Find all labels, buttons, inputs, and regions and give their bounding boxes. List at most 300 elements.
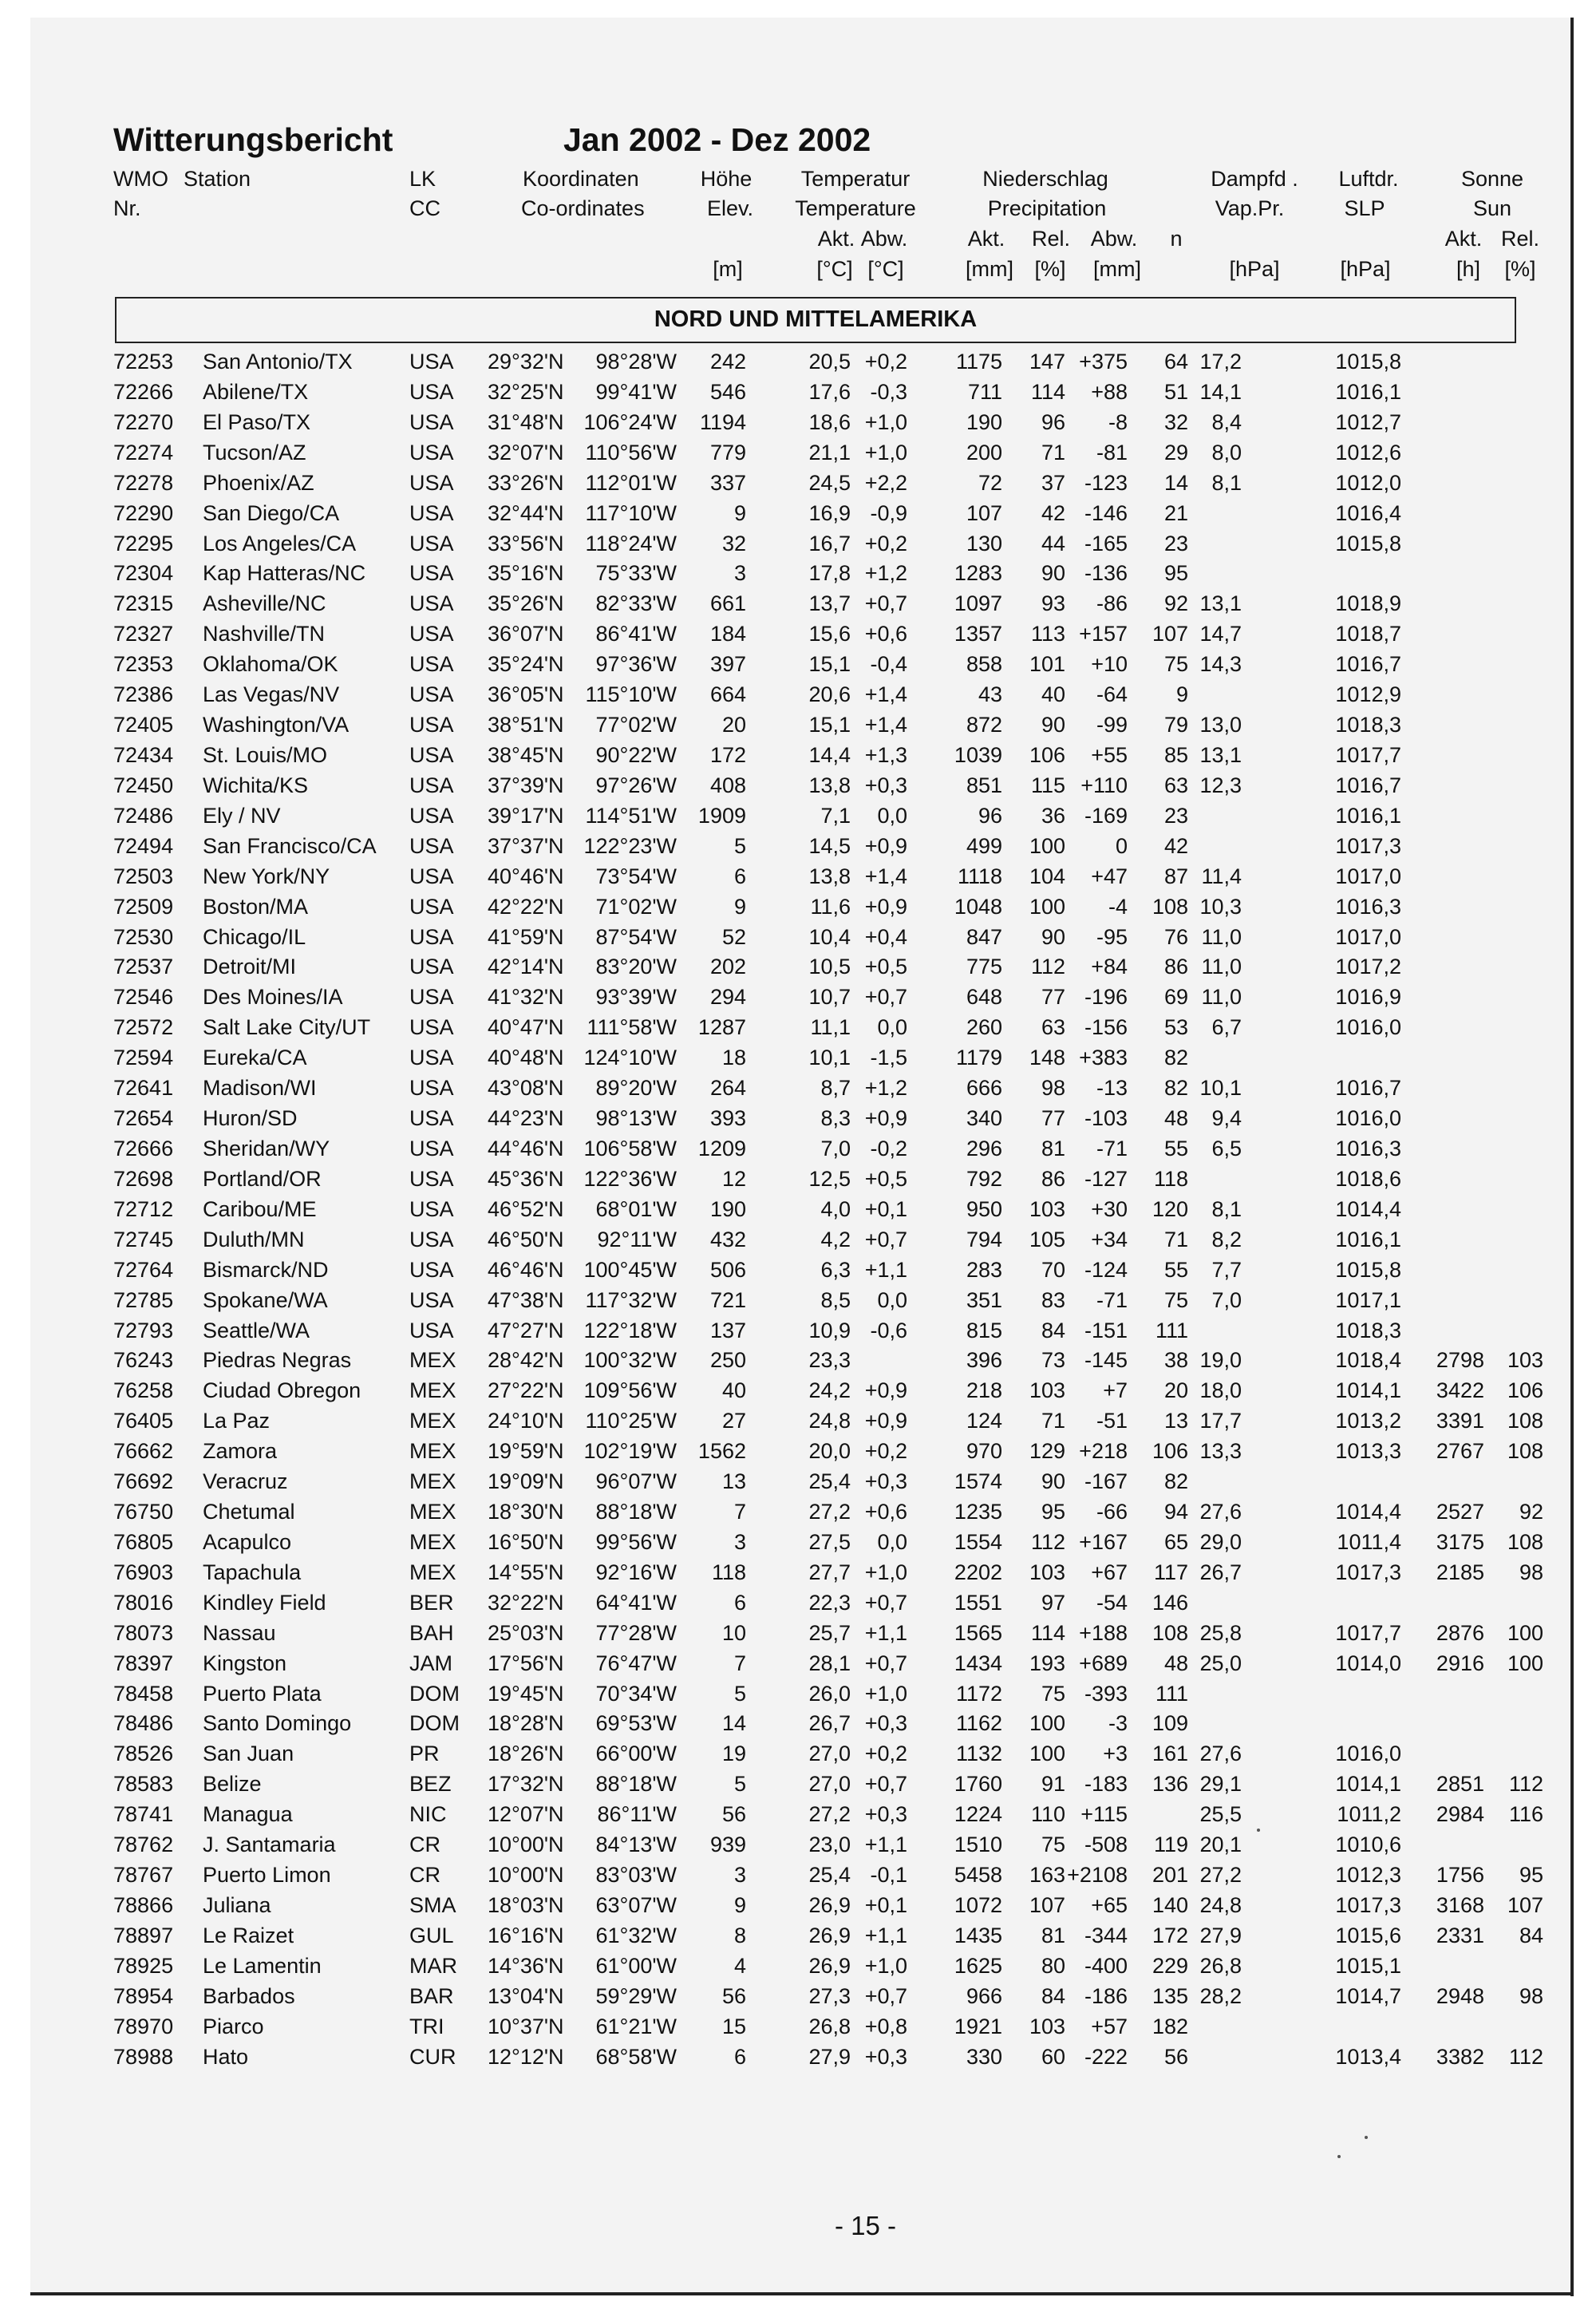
cell-precip-rel: 107 xyxy=(1029,1893,1065,1918)
header-precip-akt: Akt. xyxy=(967,227,1005,251)
cell-country: PR xyxy=(409,1742,440,1766)
cell-sea-level-pressure: 1016,4 xyxy=(1335,500,1401,525)
cell-country: USA xyxy=(409,1318,454,1342)
cell-precip-rel: 148 xyxy=(1029,1046,1065,1070)
cell-latitude: 33°56'N xyxy=(488,531,564,556)
cell-wmo: 72278 xyxy=(113,470,174,495)
cell-station: Nassau xyxy=(203,1620,276,1645)
unit-precip-akt: [mm] xyxy=(966,257,1013,281)
cell-station: Des Moines/IA xyxy=(203,985,343,1010)
table-row xyxy=(0,1527,1596,1557)
cell-precip-deviation: +110 xyxy=(1080,773,1128,797)
cell-precip-deviation: -145 xyxy=(1084,1348,1128,1373)
cell-country: USA xyxy=(409,531,454,556)
cell-latitude: 18°03'N xyxy=(488,1893,564,1918)
cell-temp: 10,9 xyxy=(808,1318,851,1342)
cell-temp-deviation: -0,4 xyxy=(870,652,907,677)
cell-station: El Paso/TX xyxy=(203,409,311,434)
cell-country: GUL xyxy=(409,1923,454,1947)
cell-vapor-pressure: 9,4 xyxy=(1211,1106,1242,1131)
cell-precip-days: 79 xyxy=(1163,713,1188,737)
cell-temp-deviation: -0,1 xyxy=(870,1863,907,1888)
cell-precip-rel: 100 xyxy=(1029,1742,1065,1766)
cell-wmo: 72434 xyxy=(113,742,174,767)
cell-wmo: 72386 xyxy=(113,682,174,707)
cell-precip-days: 48 xyxy=(1163,1106,1188,1131)
cell-vapor-pressure: 29,1 xyxy=(1199,1772,1242,1797)
cell-country: TRI xyxy=(409,2014,444,2038)
cell-elevation: 337 xyxy=(709,470,746,495)
cell-sea-level-pressure: 1013,3 xyxy=(1335,1439,1401,1464)
table-row xyxy=(0,377,1596,407)
cell-sea-level-pressure: 1012,3 xyxy=(1335,1863,1401,1888)
cell-station: Santo Domingo xyxy=(203,1711,352,1736)
header-station: Station xyxy=(184,167,251,191)
cell-sun-percent: 108 xyxy=(1507,1439,1543,1464)
cell-station: New York/NY xyxy=(203,864,330,888)
cell-country: USA xyxy=(409,1166,454,1191)
cell-temp-deviation: -1,5 xyxy=(870,1046,907,1070)
cell-wmo: 76692 xyxy=(113,1469,174,1494)
cell-temp-deviation: +0,7 xyxy=(864,1227,907,1251)
cell-vapor-pressure: 25,0 xyxy=(1199,1651,1242,1675)
cell-precip-rel: 63 xyxy=(1041,1015,1065,1040)
cell-sea-level-pressure: 1018,3 xyxy=(1335,713,1401,737)
cell-temp: 13,8 xyxy=(808,864,851,888)
cell-sea-level-pressure: 1012,7 xyxy=(1335,409,1401,434)
unit-temp-abw: [°C] xyxy=(867,257,904,281)
cell-wmo: 72494 xyxy=(113,833,174,858)
cell-wmo: 76258 xyxy=(113,1378,174,1403)
cell-longitude: 122°23'W xyxy=(583,833,677,858)
cell-wmo: 78458 xyxy=(113,1681,174,1706)
cell-precip: 43 xyxy=(978,682,1002,707)
cell-precip-days: 161 xyxy=(1152,1742,1188,1766)
cell-vapor-pressure: 8,1 xyxy=(1211,470,1242,495)
cell-wmo: 72546 xyxy=(113,985,174,1010)
header-niederschlag: Niederschlag xyxy=(982,167,1108,191)
cell-longitude: 97°36'W xyxy=(595,652,677,677)
cell-wmo: 78526 xyxy=(113,1742,174,1766)
cell-precip: 1574 xyxy=(954,1469,1002,1494)
cell-station: Nashville/TN xyxy=(203,622,326,646)
cell-latitude: 14°36'N xyxy=(488,1953,564,1978)
cell-precip: 1283 xyxy=(954,561,1002,586)
cell-sea-level-pressure: 1013,4 xyxy=(1335,2044,1401,2069)
cell-precip: 1172 xyxy=(955,1681,1002,1706)
cell-elevation: 5 xyxy=(733,833,746,858)
cell-longitude: 89°20'W xyxy=(595,1076,677,1101)
cell-sea-level-pressure: 1016,7 xyxy=(1335,1076,1401,1101)
cell-longitude: 97°26'W xyxy=(595,773,677,797)
cell-precip-rel: 37 xyxy=(1041,470,1065,495)
cell-temp-deviation: 0,0 xyxy=(877,1529,907,1554)
cell-elevation: 6 xyxy=(733,1590,746,1615)
cell-latitude: 47°27'N xyxy=(488,1318,564,1342)
cell-precip: 1048 xyxy=(954,894,1002,919)
cell-elevation: 5 xyxy=(733,1772,746,1797)
cell-precip-deviation: -196 xyxy=(1084,985,1128,1010)
table-row xyxy=(0,468,1596,498)
cell-precip-rel: 106 xyxy=(1029,742,1065,767)
cell-vapor-pressure: 6,5 xyxy=(1211,1136,1242,1160)
cell-precip-deviation: +3 xyxy=(1103,1742,1128,1766)
table-row xyxy=(0,558,1596,588)
cell-precip-days: 85 xyxy=(1163,742,1188,767)
cell-precip-deviation: -66 xyxy=(1096,1500,1128,1524)
cell-elevation: 250 xyxy=(709,1348,746,1373)
table-row xyxy=(0,1678,1596,1709)
cell-precip: 970 xyxy=(966,1439,1002,1464)
cell-longitude: 82°33'W xyxy=(595,591,677,616)
cell-precip: 872 xyxy=(966,713,1002,737)
cell-station: Detroit/MI xyxy=(203,955,297,979)
cell-country: MEX xyxy=(409,1500,456,1524)
cell-latitude: 36°07'N xyxy=(488,622,564,646)
header-precip-abw: Abw. xyxy=(1090,227,1138,251)
table-row xyxy=(0,1799,1596,1829)
cell-sea-level-pressure: 1011,2 xyxy=(1337,1802,1401,1827)
cell-precip-rel: 84 xyxy=(1041,1983,1065,2008)
cell-sea-level-pressure: 1017,0 xyxy=(1335,924,1401,949)
cell-precip-deviation: -124 xyxy=(1084,1257,1128,1282)
cell-precip-rel: 112 xyxy=(1030,1529,1065,1554)
cell-precip-days: 92 xyxy=(1163,591,1188,616)
cell-precip-rel: 81 xyxy=(1041,1923,1065,1947)
cell-precip-deviation: +7 xyxy=(1103,1378,1128,1403)
cell-elevation: 1194 xyxy=(699,409,746,434)
cell-wmo: 72530 xyxy=(113,924,174,949)
cell-country: USA xyxy=(409,470,454,495)
cell-sea-level-pressure: 1017,0 xyxy=(1335,864,1401,888)
cell-precip-deviation: +65 xyxy=(1091,1893,1128,1918)
table-row xyxy=(0,1133,1596,1164)
cell-precip-deviation: -86 xyxy=(1096,591,1128,616)
cell-elevation: 190 xyxy=(709,1196,746,1221)
table-row xyxy=(0,2042,1596,2072)
cell-country: USA xyxy=(409,833,454,858)
cell-longitude: 73°54'W xyxy=(595,864,677,888)
cell-vapor-pressure: 11,0 xyxy=(1201,955,1242,979)
cell-wmo: 78970 xyxy=(113,2014,174,2038)
unit-sun-hours: [h] xyxy=(1456,257,1481,281)
cell-longitude: 86°11'W xyxy=(597,1802,677,1827)
cell-elevation: 408 xyxy=(709,773,746,797)
cell-precip: 200 xyxy=(966,440,1002,465)
cell-vapor-pressure: 17,7 xyxy=(1199,1409,1242,1433)
cell-latitude: 40°47'N xyxy=(488,1015,564,1040)
cell-latitude: 27°22'N xyxy=(488,1378,564,1403)
table-row xyxy=(0,831,1596,861)
cell-temp: 27,9 xyxy=(808,2044,851,2069)
cell-precip-deviation: -103 xyxy=(1084,1106,1128,1131)
cell-elevation: 1209 xyxy=(697,1136,746,1160)
cell-precip-days: 107 xyxy=(1152,622,1188,646)
cell-station: Ciudad Obregon xyxy=(203,1378,361,1403)
cell-elevation: 6 xyxy=(733,2044,746,2069)
cell-elevation: 294 xyxy=(709,985,746,1010)
cell-precip-deviation: +689 xyxy=(1079,1651,1128,1675)
cell-latitude: 35°16'N xyxy=(488,561,564,586)
cell-latitude: 36°05'N xyxy=(488,682,564,707)
table-row xyxy=(0,1981,1596,2011)
cell-temp-deviation: -0,3 xyxy=(870,379,907,404)
cell-latitude: 31°48'N xyxy=(488,409,564,434)
cell-longitude: 61°32'W xyxy=(595,1923,677,1947)
station-table xyxy=(0,346,1596,2072)
cell-station: Bismarck/ND xyxy=(203,1257,329,1282)
cell-wmo: 76903 xyxy=(113,1560,174,1584)
cell-temp: 25,4 xyxy=(808,1469,851,1494)
cell-vapor-pressure: 27,6 xyxy=(1199,1500,1242,1524)
cell-precip: 107 xyxy=(966,500,1002,525)
cell-precip-rel: 115 xyxy=(1030,773,1065,797)
cell-temp-deviation: +0,8 xyxy=(864,2014,907,2038)
cell-vapor-pressure: 6,7 xyxy=(1211,1015,1242,1040)
cell-precip-rel: 42 xyxy=(1041,500,1065,525)
cell-latitude: 40°48'N xyxy=(488,1046,564,1070)
cell-precip-rel: 90 xyxy=(1041,561,1065,586)
cell-wmo: 72712 xyxy=(113,1196,174,1221)
header-dampfdruck: Dampfd . xyxy=(1211,167,1298,191)
cell-station: Juliana xyxy=(203,1893,271,1918)
cell-precip-deviation: -3 xyxy=(1108,1711,1128,1736)
cell-station: Salt Lake City/UT xyxy=(203,1015,371,1040)
cell-longitude: 68°01'W xyxy=(595,1196,677,1221)
cell-elevation: 661 xyxy=(709,591,746,616)
cell-vapor-pressure: 11,0 xyxy=(1201,985,1242,1010)
cell-precip: 96 xyxy=(978,803,1002,828)
cell-temp: 27,5 xyxy=(808,1529,851,1554)
cell-latitude: 14°55'N xyxy=(488,1560,564,1584)
table-row xyxy=(0,649,1596,679)
cell-latitude: 32°22'N xyxy=(488,1590,564,1615)
header-wmo: WMO xyxy=(113,167,168,191)
cell-wmo: 76662 xyxy=(113,1439,174,1464)
cell-temp-deviation: +0,4 xyxy=(864,924,907,949)
cell-sun-hours: 2851 xyxy=(1436,1772,1484,1797)
cell-temp: 14,4 xyxy=(808,742,851,767)
cell-longitude: 61°00'W xyxy=(595,1953,677,1978)
cell-vapor-pressure: 27,9 xyxy=(1199,1923,1242,1947)
cell-temp: 11,1 xyxy=(810,1015,851,1040)
cell-precip-days: 48 xyxy=(1163,1651,1188,1675)
cell-wmo: 78762 xyxy=(113,1833,174,1857)
cell-latitude: 44°23'N xyxy=(488,1106,564,1131)
cell-latitude: 29°32'N xyxy=(488,350,564,374)
cell-precip-deviation: -81 xyxy=(1096,440,1128,465)
cell-precip-rel: 97 xyxy=(1041,1590,1065,1615)
cell-country: USA xyxy=(409,1287,454,1312)
cell-temp: 20,5 xyxy=(808,350,851,374)
cell-station: Veracruz xyxy=(203,1469,288,1494)
cell-wmo: 72270 xyxy=(113,409,174,434)
cell-wmo: 78954 xyxy=(113,1983,174,2008)
cell-precip-days: 108 xyxy=(1152,894,1188,919)
region-banner xyxy=(115,297,1516,343)
cell-precip-deviation: -95 xyxy=(1096,924,1128,949)
cell-sea-level-pressure: 1017,7 xyxy=(1335,1620,1401,1645)
cell-precip: 72 xyxy=(978,470,1002,495)
cell-latitude: 18°26'N xyxy=(488,1742,564,1766)
cell-precip-rel: 70 xyxy=(1041,1257,1065,1282)
cell-wmo: 72327 xyxy=(113,622,174,646)
cell-precip-days: 23 xyxy=(1163,531,1188,556)
cell-temp: 27,2 xyxy=(808,1802,851,1827)
cell-wmo: 72537 xyxy=(113,955,174,979)
cell-wmo: 72503 xyxy=(113,864,174,888)
cell-elevation: 6 xyxy=(733,864,746,888)
header-koordinaten: Koordinaten xyxy=(523,167,639,191)
cell-temp: 7,1 xyxy=(820,803,851,828)
header-luftdruck: Luftdr. xyxy=(1338,167,1399,191)
cell-elevation: 56 xyxy=(721,1802,746,1827)
header-temperature: Temperature xyxy=(795,196,916,220)
cell-station: Barbados xyxy=(203,1983,295,2008)
cell-precip-days: 86 xyxy=(1163,955,1188,979)
cell-temp: 17,8 xyxy=(808,561,851,586)
cell-longitude: 112°01'W xyxy=(585,470,677,495)
cell-precip: 218 xyxy=(966,1378,1002,1403)
cell-wmo: 78767 xyxy=(113,1863,174,1888)
table-row xyxy=(0,1345,1596,1375)
cell-precip-rel: 83 xyxy=(1041,1287,1065,1312)
table-row xyxy=(0,1194,1596,1224)
cell-precip-days: 108 xyxy=(1152,1620,1188,1645)
cell-precip-days: 51 xyxy=(1163,379,1188,404)
cell-station: Huron/SD xyxy=(203,1106,298,1131)
cell-temp-deviation: +1,1 xyxy=(864,1620,907,1645)
cell-station: Asheville/NC xyxy=(203,591,326,616)
cell-precip-days: 13 xyxy=(1163,1409,1188,1433)
cell-sun-hours: 2984 xyxy=(1436,1802,1484,1827)
cell-wmo: 72594 xyxy=(113,1046,174,1070)
cell-vapor-pressure: 26,8 xyxy=(1199,1953,1242,1978)
cell-country: USA xyxy=(409,500,454,525)
cell-precip: 190 xyxy=(966,409,1002,434)
cell-sun-percent: 98 xyxy=(1519,1560,1543,1584)
cell-precip-days: 9 xyxy=(1175,682,1188,707)
cell-sea-level-pressure: 1016,7 xyxy=(1335,773,1401,797)
cell-temp-deviation: +1,0 xyxy=(864,440,907,465)
cell-precip-days: 201 xyxy=(1152,1863,1188,1888)
cell-elevation: 3 xyxy=(733,561,746,586)
table-row xyxy=(0,982,1596,1012)
cell-precip-days: 55 xyxy=(1163,1257,1188,1282)
cell-temp: 26,9 xyxy=(808,1953,851,1978)
table-row xyxy=(0,1042,1596,1073)
cell-elevation: 779 xyxy=(709,440,746,465)
cell-vapor-pressure: 29,0 xyxy=(1199,1529,1242,1554)
cell-temp-deviation: +1,0 xyxy=(864,1560,907,1584)
cell-precip-rel: 91 xyxy=(1041,1772,1065,1797)
cell-longitude: 124°10'W xyxy=(583,1046,677,1070)
cell-sun-percent: 103 xyxy=(1507,1348,1543,1373)
cell-wmo: 78016 xyxy=(113,1590,174,1615)
cell-elevation: 9 xyxy=(733,500,746,525)
cell-sea-level-pressure: 1012,0 xyxy=(1335,470,1401,495)
cell-precip-deviation: -186 xyxy=(1084,1983,1128,2008)
cell-longitude: 106°24'W xyxy=(583,409,677,434)
cell-precip: 130 xyxy=(966,531,1002,556)
cell-temp-deviation: +0,3 xyxy=(864,1711,907,1736)
cell-country: USA xyxy=(409,1076,454,1101)
cell-wmo: 76750 xyxy=(113,1500,174,1524)
cell-precip-rel: 71 xyxy=(1041,1409,1065,1433)
cell-precip-rel: 90 xyxy=(1041,713,1065,737)
cell-precip: 1760 xyxy=(954,1772,1002,1797)
cell-temp-deviation: +0,9 xyxy=(864,1106,907,1131)
cell-temp: 22,3 xyxy=(808,1590,851,1615)
cell-wmo: 72641 xyxy=(113,1076,174,1101)
cell-station: Tapachula xyxy=(203,1560,302,1584)
cell-precip: 124 xyxy=(966,1409,1002,1433)
header-hoehe: Höhe xyxy=(700,167,753,191)
header-sun-akt: Akt. xyxy=(1444,227,1483,251)
cell-precip: 260 xyxy=(966,1015,1002,1040)
cell-elevation: 506 xyxy=(709,1257,746,1282)
cell-longitude: 83°20'W xyxy=(595,955,677,979)
table-row xyxy=(0,1648,1596,1678)
cell-sea-level-pressure: 1012,9 xyxy=(1335,682,1401,707)
cell-precip: 794 xyxy=(966,1227,1002,1251)
cell-vapor-pressure: 17,2 xyxy=(1199,350,1242,374)
cell-longitude: 64°41'W xyxy=(595,1590,677,1615)
cell-latitude: 35°26'N xyxy=(488,591,564,616)
cell-country: SMA xyxy=(409,1893,456,1918)
cell-sun-hours: 2527 xyxy=(1436,1500,1484,1524)
cell-temp-deviation: +1,0 xyxy=(864,1953,907,1978)
cell-temp-deviation: +0,1 xyxy=(864,1893,907,1918)
cell-wmo: 76243 xyxy=(113,1348,174,1373)
cell-temp: 14,5 xyxy=(808,833,851,858)
cell-longitude: 88°18'W xyxy=(595,1772,677,1797)
cell-precip-deviation: +218 xyxy=(1079,1439,1128,1464)
cell-latitude: 47°38'N xyxy=(488,1287,564,1312)
region-title: NORD UND MITTELAMERIKA xyxy=(654,306,978,332)
cell-precip: 1510 xyxy=(954,1833,1002,1857)
cell-temp-deviation: -0,2 xyxy=(870,1136,907,1160)
cell-longitude: 111°58'W xyxy=(587,1015,677,1040)
table-row xyxy=(0,1708,1596,1738)
cell-sun-hours: 2767 xyxy=(1436,1439,1484,1464)
cell-country: USA xyxy=(409,803,454,828)
cell-precip-rel: 60 xyxy=(1041,2044,1065,2069)
table-row xyxy=(0,1315,1596,1346)
cell-sea-level-pressure: 1014,1 xyxy=(1335,1772,1401,1797)
cell-precip-rel: 103 xyxy=(1029,1560,1065,1584)
cell-country: MEX xyxy=(409,1469,456,1494)
cell-temp-deviation: +0,6 xyxy=(864,1500,907,1524)
cell-country: USA xyxy=(409,864,454,888)
cell-precip-rel: 77 xyxy=(1041,985,1065,1010)
cell-precip-days: 119 xyxy=(1153,1833,1188,1857)
cell-latitude: 42°22'N xyxy=(488,894,564,919)
cell-longitude: 92°11'W xyxy=(597,1227,677,1251)
cell-temp: 11,6 xyxy=(810,894,851,919)
table-row xyxy=(0,679,1596,710)
cell-country: USA xyxy=(409,440,454,465)
cell-longitude: 92°16'W xyxy=(595,1560,677,1584)
cell-sun-hours: 2948 xyxy=(1436,1983,1484,2008)
cell-sea-level-pressure: 1016,3 xyxy=(1335,1136,1401,1160)
cell-wmo: 72253 xyxy=(113,350,174,374)
cell-temp-deviation: +0,3 xyxy=(864,1802,907,1827)
cell-sun-hours: 2876 xyxy=(1436,1620,1484,1645)
cell-longitude: 71°02'W xyxy=(595,894,677,919)
cell-precip-days: 55 xyxy=(1163,1136,1188,1160)
cell-station: Tucson/AZ xyxy=(203,440,306,465)
